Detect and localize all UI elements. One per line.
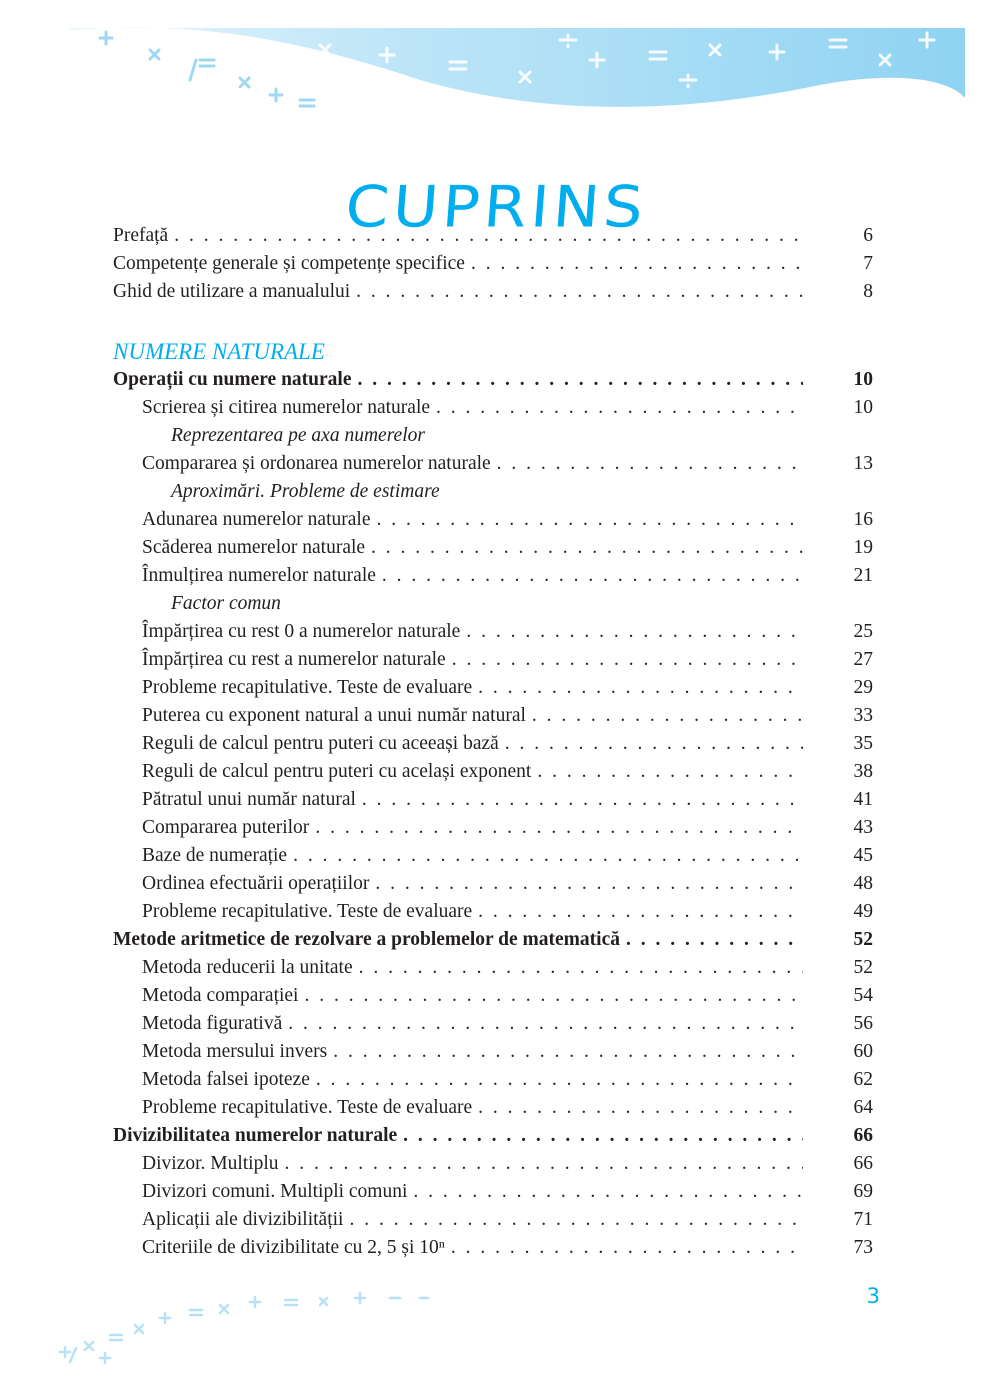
dot-leader (478, 1094, 803, 1122)
dot-leader (174, 222, 803, 250)
toc-entry[interactable] (113, 1010, 873, 1038)
dot-leader (371, 534, 803, 562)
toc-entry-label: Criteriile de divizibilitate cu 2, 5 și 10ⁿ (142, 1237, 445, 1258)
toc-entry-page: 60 (853, 1041, 873, 1062)
toc-entry-page: 48 (853, 873, 873, 894)
toc-entry-page: 7 (863, 253, 873, 274)
dot-leader (304, 982, 803, 1010)
toc-entry-page: 16 (853, 509, 873, 530)
dot-leader (288, 1010, 803, 1038)
toc-entry-label: Reprezentarea pe axa numerelor (171, 425, 425, 446)
toc-chapter-entry[interactable] (113, 926, 873, 954)
toc-entry-label: Metoda figurativă (142, 1013, 283, 1034)
dot-leader (359, 954, 803, 982)
toc-entry[interactable] (113, 534, 873, 562)
toc-entry-label: Metoda reducerii la unitate (142, 957, 353, 978)
toc-entry-prefata[interactable] (113, 222, 873, 250)
toc-entry[interactable] (113, 618, 873, 646)
toc-entry[interactable] (113, 1066, 873, 1094)
toc-entry-page: 56 (853, 1013, 873, 1034)
toc-entry-label: Metoda mersului invers (142, 1041, 328, 1062)
toc-entry[interactable] (113, 814, 873, 842)
dot-leader (285, 1150, 804, 1178)
dot-leader (315, 814, 803, 842)
toc-entry[interactable] (113, 842, 873, 870)
toc-entry-page: 35 (853, 733, 873, 754)
dot-leader (497, 450, 803, 478)
toc-entry-page: 71 (853, 1209, 873, 1230)
toc-entry-label: Scrierea și citirea numerelor naturale (142, 397, 431, 418)
toc-entry-page: 43 (853, 817, 873, 838)
toc-subtopic-note (113, 478, 873, 506)
toc-entry-label: Baze de numerație (142, 845, 288, 866)
toc-entry-page: 52 (853, 957, 873, 978)
toc-entry-page: 21 (853, 565, 873, 586)
toc-entry-label: Probleme recapitulative. Teste de evaluare (142, 677, 473, 698)
toc-entry-label: Divizor. Multiplu (142, 1153, 279, 1174)
dot-leader (478, 898, 803, 926)
toc-entry-label: Ghid de utilizare a manualului (113, 281, 351, 302)
toc-entry-page: 49 (853, 901, 873, 922)
dot-leader (532, 702, 803, 730)
toc-entry-page: 10 (853, 397, 873, 418)
toc-entry-page: 27 (853, 649, 873, 670)
dot-leader (413, 1178, 803, 1206)
dot-leader (436, 394, 803, 422)
toc-entry-ghid[interactable] (113, 278, 873, 306)
page-title: CUPRINS (343, 172, 650, 240)
toc-entry-page: 29 (853, 677, 873, 698)
toc-entry[interactable] (113, 562, 873, 590)
toc-entry[interactable] (113, 1150, 873, 1178)
toc-entry[interactable] (113, 1234, 873, 1262)
toc-entry-label: Aproximări. Probleme de estimare (171, 481, 440, 502)
toc-entry-page: 52 (853, 929, 873, 950)
toc-entry-page: 54 (853, 985, 873, 1006)
toc-entry[interactable] (113, 1206, 873, 1234)
dot-leader (382, 562, 803, 590)
toc-entry[interactable] (113, 702, 873, 730)
dot-leader (537, 758, 803, 786)
toc-entry-label: Ordinea efectuării operațiilor (142, 873, 370, 894)
dot-leader (358, 366, 804, 394)
dot-leader (356, 278, 803, 306)
toc-entry-competente[interactable] (113, 250, 873, 278)
dot-leader (375, 870, 803, 898)
toc-entry-label: Scăderea numerelor naturale (142, 537, 366, 558)
toc-subtopic-note (113, 590, 873, 618)
toc-entry-label: Metoda falsei ipoteze (142, 1069, 310, 1090)
toc-entry-label: Reguli de calcul pentru puteri cu aceeași bază (142, 733, 499, 754)
toc-entry-label: Competențe generale și competențe specifice (113, 253, 465, 274)
toc-entry-page: 62 (853, 1069, 873, 1090)
toc-entry[interactable] (113, 730, 873, 758)
toc-entry[interactable] (113, 1094, 873, 1122)
toc-entry-label: Divizori comuni. Multipli comuni (142, 1181, 408, 1202)
toc-entry[interactable] (113, 758, 873, 786)
toc-entry-page: 33 (853, 705, 873, 726)
dot-leader (376, 506, 803, 534)
toc-entry-label: Împărțirea cu rest 0 a numerelor naturale (142, 621, 461, 642)
dot-leader (452, 646, 803, 674)
math-symbols-header-decoration (0, 0, 992, 130)
toc-entry-label: Probleme recapitulative. Teste de evaluare (142, 1097, 473, 1118)
toc-entry[interactable] (113, 1178, 873, 1206)
toc-entry-page: 19 (853, 537, 873, 558)
dot-leader (466, 618, 803, 646)
toc-chapter-entry[interactable] (113, 1122, 873, 1150)
toc-entry-label: Înmulțirea numerelor naturale (142, 565, 376, 586)
toc-entry-label: Compararea puterilor (142, 817, 310, 838)
toc-entry-page: 10 (853, 369, 873, 390)
toc-entry-page: 66 (853, 1153, 873, 1174)
toc-entries-list (113, 366, 873, 1262)
toc-entry-label: Factor comun (171, 593, 281, 614)
toc-entry[interactable] (113, 954, 873, 982)
toc-entry-page: 25 (853, 621, 873, 642)
toc-entry[interactable] (113, 646, 873, 674)
dot-leader (293, 842, 803, 870)
toc-chapter-entry[interactable] (113, 366, 873, 394)
toc-entry-page: 8 (863, 281, 873, 302)
dot-leader (626, 926, 803, 954)
toc-entry-label: Adunarea numerelor naturale (142, 509, 371, 530)
toc-entry[interactable] (113, 982, 873, 1010)
toc-entry-label: Metode aritmetice de rezolvare a problemelor de matematică (113, 929, 620, 950)
toc-entry[interactable] (113, 394, 873, 422)
dot-leader (349, 1206, 803, 1234)
toc-entry[interactable] (113, 450, 873, 478)
toc-entry[interactable] (113, 1038, 873, 1066)
toc-entry-page: 6 (863, 225, 873, 246)
toc-entry-label: Probleme recapitulative. Teste de evaluare (142, 901, 473, 922)
dot-leader (478, 674, 803, 702)
toc-entry-label: Compararea și ordonarea numerelor naturale (142, 453, 491, 474)
toc-entry[interactable] (113, 870, 873, 898)
dot-leader (451, 1234, 803, 1262)
toc-entry-label: Divizibilitatea numerelor naturale (113, 1125, 398, 1146)
toc-entry-page: 64 (853, 1097, 873, 1118)
section-heading: NUMERE NATURALE (113, 339, 325, 364)
table-of-contents (113, 222, 873, 1262)
toc-entry-page: 41 (853, 789, 873, 810)
toc-entry-page: 45 (853, 845, 873, 866)
toc-entry-label: Împărțirea cu rest a numerelor naturale (142, 649, 446, 670)
page-number: 3 (866, 1284, 880, 1308)
toc-entry-label: Puterea cu exponent natural a unui număr natural (142, 705, 526, 726)
toc-entry-label: Aplicații ale divizibilității (142, 1209, 344, 1230)
dot-leader (403, 1122, 803, 1150)
toc-entry[interactable] (113, 506, 873, 534)
toc-entry[interactable] (113, 674, 873, 702)
toc-entry-label: Operații cu numere naturale (113, 369, 352, 390)
math-symbols-footer-decoration (40, 1280, 500, 1370)
toc-entry-label: Pătratul unui număr natural (142, 789, 356, 810)
toc-entry[interactable] (113, 786, 873, 814)
dot-leader (333, 1038, 803, 1066)
toc-entry-page: 38 (853, 761, 873, 782)
toc-entry-page: 69 (853, 1181, 873, 1202)
toc-entry-page: 73 (853, 1237, 873, 1258)
toc-entry-page: 66 (853, 1125, 873, 1146)
toc-entry[interactable] (113, 898, 873, 926)
dot-leader (505, 730, 803, 758)
toc-subtopic-note (113, 422, 873, 450)
dot-leader (362, 786, 803, 814)
toc-entry-page: 13 (853, 453, 873, 474)
toc-entry-label: Prefață (113, 225, 169, 246)
dot-leader (316, 1066, 803, 1094)
dot-leader (471, 250, 803, 278)
toc-entry-label: Reguli de calcul pentru puteri cu același exponent (142, 761, 532, 782)
toc-entry-label: Metoda comparației (142, 985, 299, 1006)
